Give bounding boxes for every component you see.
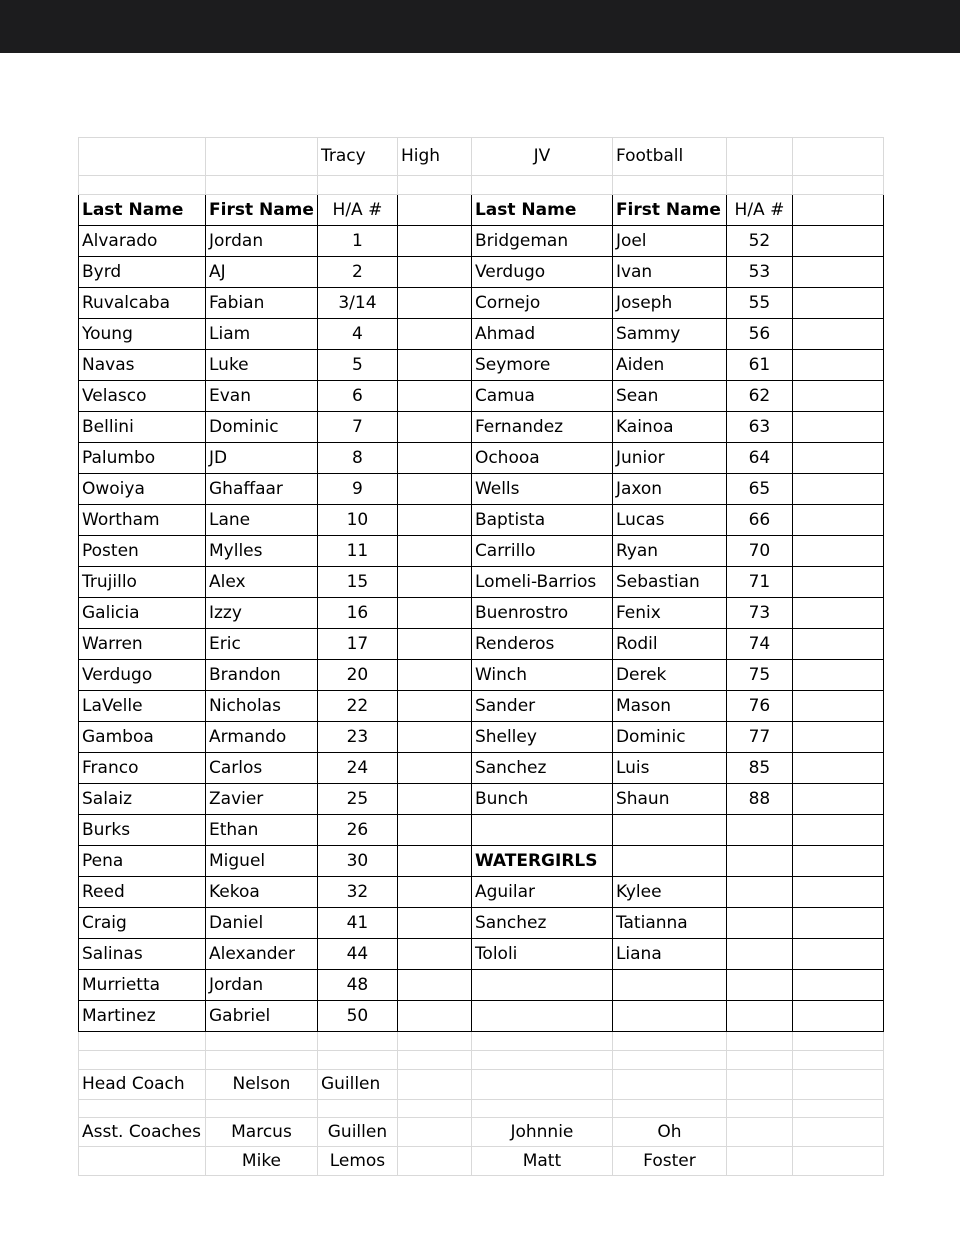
- table-row: [79, 257, 884, 288]
- player-number: 44: [317, 939, 397, 970]
- player-last-name: [471, 970, 612, 1001]
- player-last-name: Shelley: [471, 722, 612, 753]
- player-last-name: [471, 1001, 612, 1032]
- player-last-name: Bridgeman: [471, 226, 612, 257]
- player-first-name: Eric: [206, 629, 318, 660]
- player-number: 25: [317, 784, 397, 815]
- player-number: 9: [317, 474, 397, 505]
- header-row: [79, 195, 884, 226]
- head-coach-last-name: Guillen: [317, 1070, 397, 1100]
- player-number: 88: [726, 784, 792, 815]
- player-number: [726, 815, 792, 846]
- player-first-name: Kekoa: [206, 877, 318, 908]
- player-last-name: Alvarado: [79, 226, 206, 257]
- table-row: [79, 1001, 884, 1032]
- player-last-name: Seymore: [471, 350, 612, 381]
- player-first-name: Joseph: [612, 288, 726, 319]
- player-number: 20: [317, 660, 397, 691]
- player-number: 76: [726, 691, 792, 722]
- player-number: 61: [726, 350, 792, 381]
- table-row: [79, 629, 884, 660]
- player-last-name: Carrillo: [471, 536, 612, 567]
- player-first-name: Brandon: [206, 660, 318, 691]
- player-number: 6: [317, 381, 397, 412]
- player-last-name: Martinez: [79, 1001, 206, 1032]
- player-number: 7: [317, 412, 397, 443]
- player-first-name: Jaxon: [612, 474, 726, 505]
- title-row: [79, 138, 884, 176]
- player-number: 17: [317, 629, 397, 660]
- table-row: [79, 598, 884, 629]
- player-number: 32: [317, 877, 397, 908]
- player-last-name: Wortham: [79, 505, 206, 536]
- asst-coach-last-name: Foster: [612, 1147, 726, 1176]
- player-first-name: Lane: [206, 505, 318, 536]
- player-number: [726, 877, 792, 908]
- player-first-name: Armando: [206, 722, 318, 753]
- player-first-name: Liam: [206, 319, 318, 350]
- player-first-name: Fenix: [612, 598, 726, 629]
- table-row: [79, 443, 884, 474]
- table-row: [79, 288, 884, 319]
- section-label-watergirls: WATERGIRLS: [471, 846, 612, 877]
- player-first-name: Rodil: [612, 629, 726, 660]
- player-first-name: Junior: [612, 443, 726, 474]
- player-first-name: Ivan: [612, 257, 726, 288]
- player-number: 71: [726, 567, 792, 598]
- header-number-left: H/A #: [317, 195, 397, 226]
- player-number: 24: [317, 753, 397, 784]
- player-number: 55: [726, 288, 792, 319]
- asst-coach-first-name: Mike: [206, 1147, 318, 1176]
- player-first-name: Luke: [206, 350, 318, 381]
- player-last-name: Renderos: [471, 629, 612, 660]
- player-last-name: Lomeli-Barrios: [471, 567, 612, 598]
- player-first-name: Derek: [612, 660, 726, 691]
- player-number: 15: [317, 567, 397, 598]
- table-row: [79, 970, 884, 1001]
- player-last-name: Velasco: [79, 381, 206, 412]
- player-first-name: Miguel: [206, 846, 318, 877]
- header-number-right: H/A #: [726, 195, 792, 226]
- table-row: [79, 815, 884, 846]
- asst-coach-row: [79, 1118, 884, 1147]
- player-number: 50: [317, 1001, 397, 1032]
- player-first-name: Dominic: [612, 722, 726, 753]
- asst-coach-first-name: Matt: [471, 1147, 612, 1176]
- player-last-name: Baptista: [471, 505, 612, 536]
- roster-sheet: [78, 137, 884, 1176]
- title-word-2: High: [397, 138, 471, 176]
- player-first-name: Jordan: [206, 226, 318, 257]
- table-row: [79, 691, 884, 722]
- watergirl-last-name: Aguilar: [471, 877, 612, 908]
- player-last-name: Posten: [79, 536, 206, 567]
- player-first-name: Gabriel: [206, 1001, 318, 1032]
- player-number: 8: [317, 443, 397, 474]
- player-last-name: Ahmad: [471, 319, 612, 350]
- table-row: [79, 846, 884, 877]
- head-coach-row: [79, 1070, 884, 1100]
- player-first-name: [612, 1001, 726, 1032]
- spacer-row: [79, 1100, 884, 1118]
- asst-coach-last-name: Guillen: [317, 1118, 397, 1147]
- spacer-row: [79, 176, 884, 195]
- player-number: [726, 970, 792, 1001]
- player-first-name: AJ: [206, 257, 318, 288]
- player-number: 23: [317, 722, 397, 753]
- player-last-name: Warren: [79, 629, 206, 660]
- head-coach-first-name: Nelson: [206, 1070, 318, 1100]
- player-first-name: [612, 846, 726, 877]
- watergirl-first-name: Liana: [612, 939, 726, 970]
- watergirl-first-name: Tatianna: [612, 908, 726, 939]
- player-last-name: Craig: [79, 908, 206, 939]
- title-word-1: Tracy: [317, 138, 397, 176]
- player-first-name: Ghaffaar: [206, 474, 318, 505]
- table-row: [79, 784, 884, 815]
- table-row: [79, 660, 884, 691]
- player-first-name: JD: [206, 443, 318, 474]
- player-number: [726, 908, 792, 939]
- player-last-name: Sanchez: [471, 753, 612, 784]
- player-number: 2: [317, 257, 397, 288]
- player-number: 30: [317, 846, 397, 877]
- player-last-name: Trujillo: [79, 567, 206, 598]
- watergirl-last-name: Tololi: [471, 939, 612, 970]
- table-row: [79, 939, 884, 970]
- asst-coaches-label: Asst. Coaches: [79, 1118, 206, 1147]
- player-first-name: Shaun: [612, 784, 726, 815]
- table-row: [79, 505, 884, 536]
- table-row: [79, 908, 884, 939]
- player-last-name: Camua: [471, 381, 612, 412]
- table-row: [79, 381, 884, 412]
- player-last-name: Murrietta: [79, 970, 206, 1001]
- player-last-name: Ruvalcaba: [79, 288, 206, 319]
- asst-coach-last-name: Oh: [612, 1118, 726, 1147]
- head-coach-label: Head Coach: [79, 1070, 206, 1100]
- player-number: 41: [317, 908, 397, 939]
- player-first-name: Alex: [206, 567, 318, 598]
- player-first-name: Daniel: [206, 908, 318, 939]
- player-last-name: Cornejo: [471, 288, 612, 319]
- table-row: [79, 350, 884, 381]
- player-number: 22: [317, 691, 397, 722]
- player-number: 53: [726, 257, 792, 288]
- player-last-name: Wells: [471, 474, 612, 505]
- player-last-name: Franco: [79, 753, 206, 784]
- watergirl-last-name: Sanchez: [471, 908, 612, 939]
- title-word-4: Football: [612, 138, 726, 176]
- player-first-name: Mylles: [206, 536, 318, 567]
- player-first-name: Ethan: [206, 815, 318, 846]
- player-last-name: Salaiz: [79, 784, 206, 815]
- header-first-name-right: First Name: [612, 195, 726, 226]
- title-word-3: JV: [471, 138, 612, 176]
- player-last-name: Navas: [79, 350, 206, 381]
- table-row: [79, 567, 884, 598]
- player-last-name: Verdugo: [471, 257, 612, 288]
- player-number: 77: [726, 722, 792, 753]
- player-number: [726, 1001, 792, 1032]
- player-number: 64: [726, 443, 792, 474]
- table-row: [79, 412, 884, 443]
- player-first-name: Alexander: [206, 939, 318, 970]
- asst-coach-last-name: Lemos: [317, 1147, 397, 1176]
- player-last-name: Bellini: [79, 412, 206, 443]
- player-first-name: Izzy: [206, 598, 318, 629]
- table-row: [79, 474, 884, 505]
- player-number: 11: [317, 536, 397, 567]
- player-number: 16: [317, 598, 397, 629]
- player-last-name: Sander: [471, 691, 612, 722]
- player-last-name: Salinas: [79, 939, 206, 970]
- player-number: 56: [726, 319, 792, 350]
- table-row: [79, 319, 884, 350]
- player-last-name: Reed: [79, 877, 206, 908]
- asst-coach-first-name: Marcus: [206, 1118, 318, 1147]
- table-row: [79, 722, 884, 753]
- player-first-name: Jordan: [206, 970, 318, 1001]
- table-row: [79, 226, 884, 257]
- player-number: 70: [726, 536, 792, 567]
- player-number: 1: [317, 226, 397, 257]
- player-number: 3/14: [317, 288, 397, 319]
- player-first-name: Carlos: [206, 753, 318, 784]
- player-last-name: Palumbo: [79, 443, 206, 474]
- player-last-name: [471, 815, 612, 846]
- player-first-name: Sammy: [612, 319, 726, 350]
- asst-coach-row: [79, 1147, 884, 1176]
- player-number: [726, 939, 792, 970]
- watergirl-first-name: Kylee: [612, 877, 726, 908]
- player-number: 10: [317, 505, 397, 536]
- spacer-row: [79, 1032, 884, 1051]
- header-first-name-left: First Name: [206, 195, 318, 226]
- player-number: 63: [726, 412, 792, 443]
- player-first-name: Kainoa: [612, 412, 726, 443]
- player-number: 26: [317, 815, 397, 846]
- player-first-name: Zavier: [206, 784, 318, 815]
- player-last-name: Galicia: [79, 598, 206, 629]
- player-number: 65: [726, 474, 792, 505]
- player-first-name: Joel: [612, 226, 726, 257]
- player-number: 48: [317, 970, 397, 1001]
- player-number: 73: [726, 598, 792, 629]
- player-number: [726, 846, 792, 877]
- player-number: 85: [726, 753, 792, 784]
- player-last-name: Verdugo: [79, 660, 206, 691]
- player-last-name: Ochooa: [471, 443, 612, 474]
- table-row: [79, 536, 884, 567]
- player-number: 5: [317, 350, 397, 381]
- top-bar: [0, 0, 960, 53]
- player-number: 62: [726, 381, 792, 412]
- player-last-name: Fernandez: [471, 412, 612, 443]
- player-first-name: Dominic: [206, 412, 318, 443]
- player-first-name: Aiden: [612, 350, 726, 381]
- player-first-name: Sean: [612, 381, 726, 412]
- player-first-name: Fabian: [206, 288, 318, 319]
- player-first-name: [612, 970, 726, 1001]
- player-last-name: Bunch: [471, 784, 612, 815]
- player-last-name: Gamboa: [79, 722, 206, 753]
- player-last-name: Owoiya: [79, 474, 206, 505]
- player-first-name: Nicholas: [206, 691, 318, 722]
- table-row: [79, 753, 884, 784]
- player-number: 74: [726, 629, 792, 660]
- player-first-name: Luis: [612, 753, 726, 784]
- player-number: 66: [726, 505, 792, 536]
- table-row: [79, 877, 884, 908]
- player-first-name: Evan: [206, 381, 318, 412]
- spacer-row: [79, 1051, 884, 1070]
- player-last-name: Young: [79, 319, 206, 350]
- player-last-name: Pena: [79, 846, 206, 877]
- player-number: 52: [726, 226, 792, 257]
- player-first-name: Ryan: [612, 536, 726, 567]
- player-last-name: Buenrostro: [471, 598, 612, 629]
- player-number: 75: [726, 660, 792, 691]
- player-last-name: Byrd: [79, 257, 206, 288]
- player-first-name: [612, 815, 726, 846]
- player-last-name: LaVelle: [79, 691, 206, 722]
- player-number: 4: [317, 319, 397, 350]
- player-last-name: Burks: [79, 815, 206, 846]
- player-first-name: Mason: [612, 691, 726, 722]
- asst-coach-first-name: Johnnie: [471, 1118, 612, 1147]
- header-last-name-right: Last Name: [471, 195, 612, 226]
- player-first-name: Lucas: [612, 505, 726, 536]
- player-first-name: Sebastian: [612, 567, 726, 598]
- header-last-name-left: Last Name: [79, 195, 206, 226]
- player-last-name: Winch: [471, 660, 612, 691]
